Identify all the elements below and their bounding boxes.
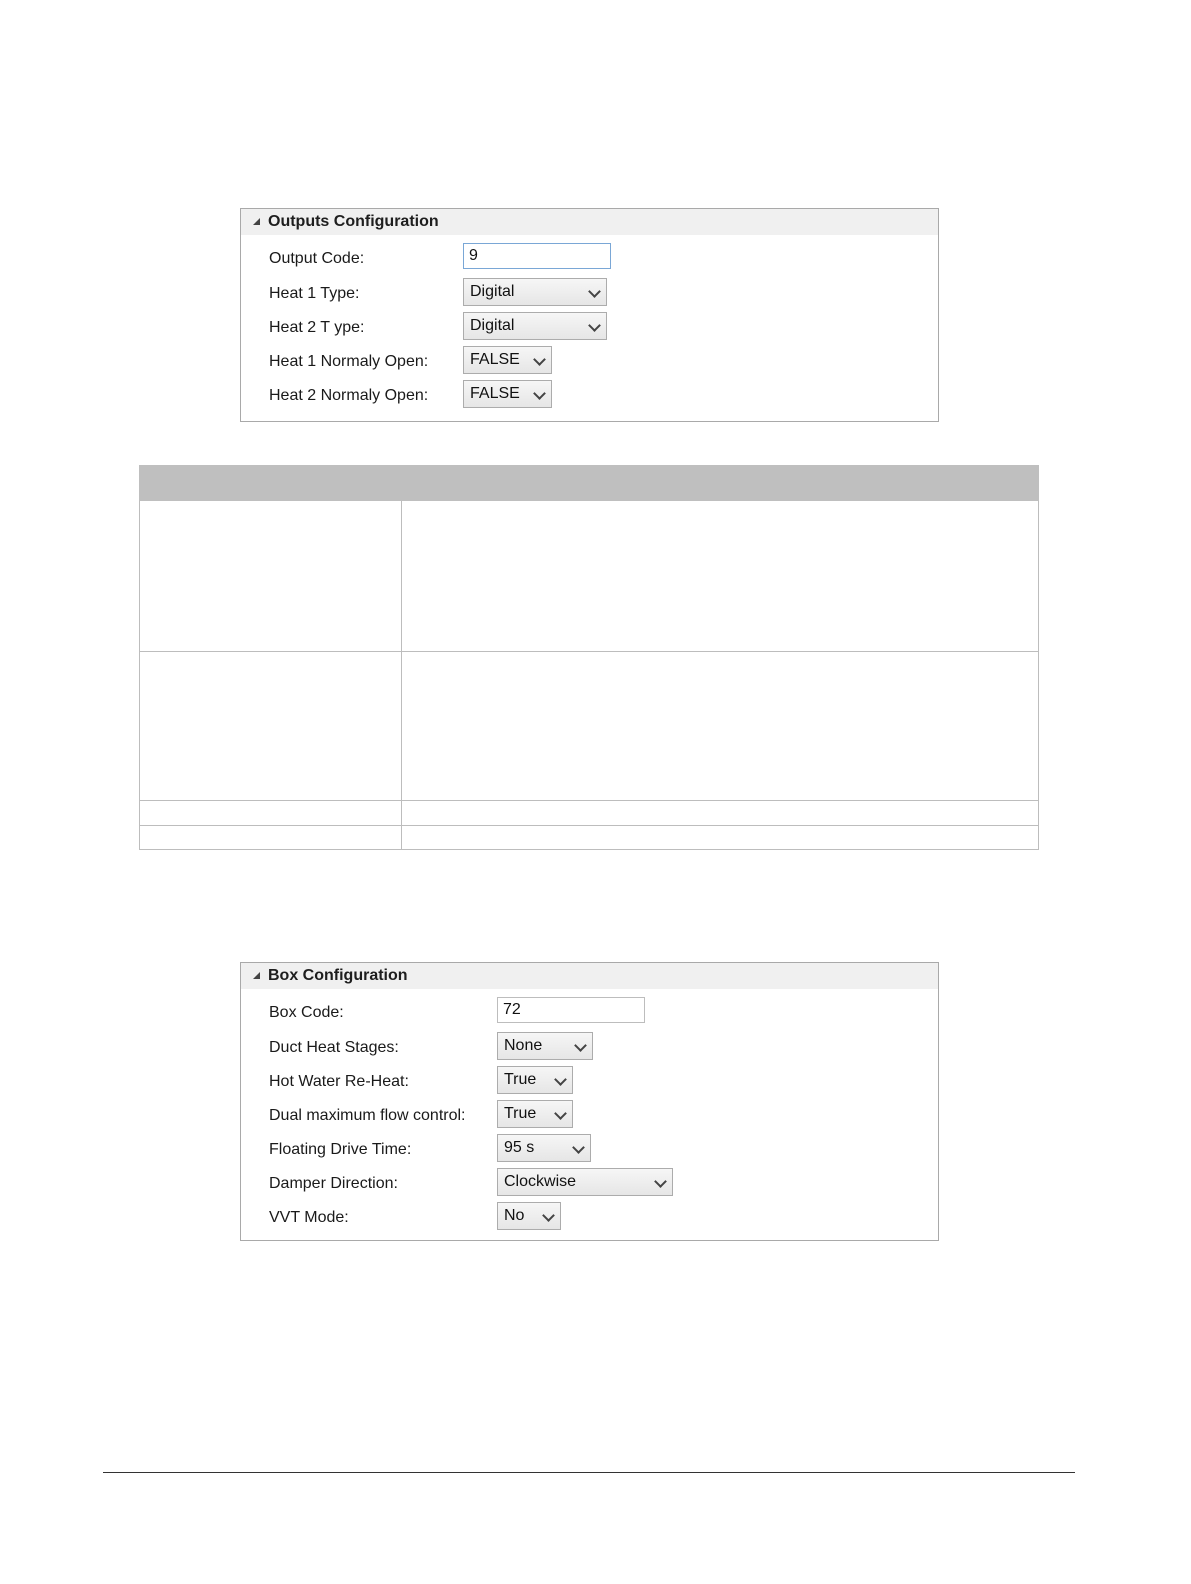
chevron-down-icon (533, 353, 546, 366)
column-divider (401, 652, 402, 800)
damper-direction-value: Clockwise (504, 1173, 577, 1190)
heat-2-type-label: Heat 2 T ype: (269, 319, 365, 336)
heat-2-type-select[interactable] (463, 312, 607, 340)
chevron-down-icon (554, 1073, 567, 1086)
floating-drive-time-label: Floating Drive Time: (269, 1141, 412, 1158)
dual-max-flow-label: Dual maximum flow control: (269, 1107, 466, 1124)
table-row (139, 826, 1039, 850)
vvt-mode-value: No (504, 1207, 525, 1224)
chevron-down-icon (654, 1175, 667, 1188)
chevron-down-icon (574, 1039, 587, 1052)
column-divider (401, 826, 402, 849)
column-divider (401, 801, 402, 825)
heat-1-normaly-open-label: Heat 1 Normaly Open: (269, 353, 429, 370)
collapse-triangle-icon[interactable] (253, 218, 260, 225)
hot-water-reheat-select[interactable] (497, 1066, 573, 1094)
heat-1-type-value: Digital (470, 283, 515, 300)
box-code-input[interactable]: 72 (497, 997, 645, 1023)
duct-heat-stages-value: None (504, 1037, 543, 1054)
outputs-configuration-panel (240, 208, 939, 422)
column-divider (401, 501, 402, 651)
description-table (139, 465, 1039, 850)
chevron-down-icon (542, 1209, 555, 1222)
collapse-triangle-icon[interactable] (253, 972, 260, 979)
footer-divider (103, 1472, 1075, 1473)
chevron-down-icon (533, 387, 546, 400)
dual-max-flow-value: True (504, 1105, 537, 1122)
heat-2-normaly-open-label: Heat 2 Normaly Open: (269, 387, 429, 404)
output-code-input[interactable]: 9 (463, 243, 611, 269)
box-configuration-header[interactable] (241, 963, 938, 989)
table-row (139, 652, 1039, 801)
chevron-down-icon (588, 319, 601, 332)
hot-water-reheat-value: True (504, 1071, 537, 1088)
heat-1-normaly-open-value: FALSE (470, 351, 520, 368)
heat-2-type-value: Digital (470, 317, 515, 334)
hot-water-reheat-label: Hot Water Re-Heat: (269, 1073, 409, 1090)
heat-1-type-select[interactable] (463, 278, 607, 306)
floating-drive-time-value: 95 s (504, 1139, 535, 1156)
heat-1-normaly-open-select[interactable] (463, 346, 552, 374)
heat-2-normaly-open-select[interactable] (463, 380, 552, 408)
outputs-configuration-title: Outputs Configuration (268, 213, 439, 230)
vvt-mode-select[interactable] (497, 1202, 561, 1230)
chevron-down-icon (572, 1141, 585, 1154)
vvt-mode-label: VVT Mode: (269, 1209, 349, 1226)
heat-2-normaly-open-value: FALSE (470, 385, 520, 402)
damper-direction-select[interactable] (497, 1168, 673, 1196)
duct-heat-stages-select[interactable] (497, 1032, 593, 1060)
dual-max-flow-select[interactable] (497, 1100, 573, 1128)
table-row (139, 801, 1039, 826)
duct-heat-stages-label: Duct Heat Stages: (269, 1039, 399, 1056)
heat-1-type-label: Heat 1 Type: (269, 285, 360, 302)
table-header (139, 465, 1039, 501)
output-code-label: Output Code: (269, 250, 365, 267)
chevron-down-icon (554, 1107, 567, 1120)
box-configuration-panel (240, 962, 939, 1241)
outputs-configuration-header[interactable] (241, 209, 938, 235)
table-row (139, 501, 1039, 652)
box-code-label: Box Code: (269, 1004, 344, 1021)
box-configuration-title: Box Configuration (268, 967, 408, 984)
floating-drive-time-select[interactable] (497, 1134, 591, 1162)
damper-direction-label: Damper Direction: (269, 1175, 398, 1192)
chevron-down-icon (588, 285, 601, 298)
